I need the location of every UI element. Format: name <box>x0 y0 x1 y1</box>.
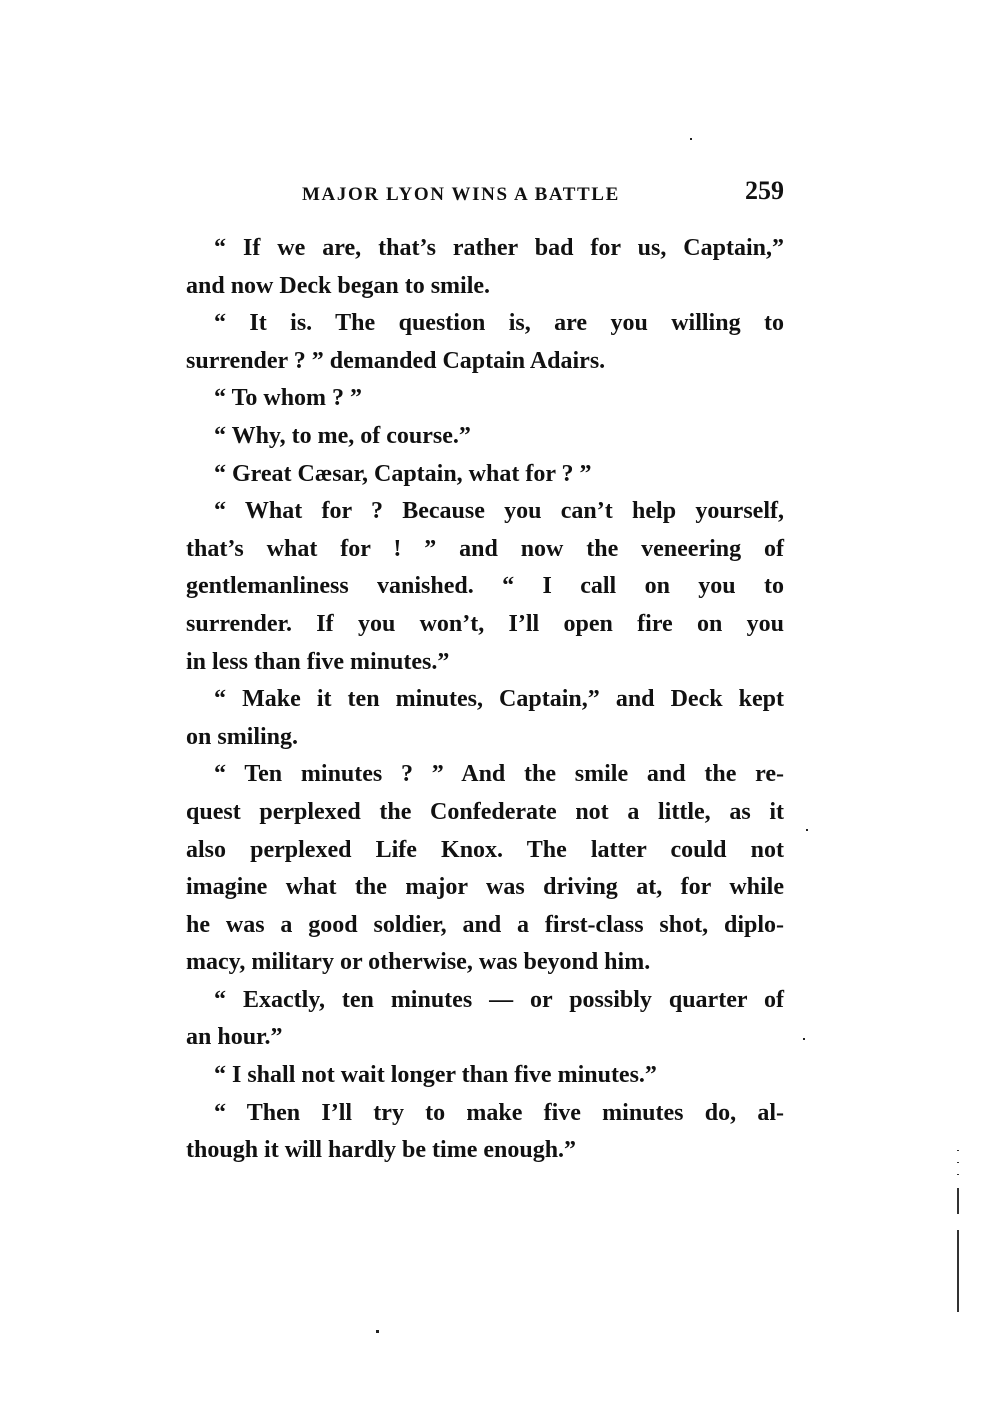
text-line: imagine what the major was driving at, for while <box>186 874 784 901</box>
text-line: “ Make it ten minutes, Captain,” and Deck kept <box>214 686 784 713</box>
text-line: “ Great Cæsar, Captain, what for ? ” <box>214 460 592 487</box>
text-line: “ To whom ? ” <box>214 385 363 412</box>
text-line: though it will hardly be time enough.” <box>186 1137 577 1164</box>
scan-edge-mark <box>957 1162 959 1163</box>
body-text <box>186 230 784 1170</box>
text-line: “ Ten minutes ? ” And the smile and the re- <box>214 761 784 788</box>
scan-speck <box>803 1038 805 1040</box>
text-line: and now Deck began to smile. <box>186 272 491 299</box>
paragraph-10 <box>186 1057 784 1095</box>
text-line: that’s what for ! ” and now the veneering of <box>186 535 784 562</box>
text-line: in less than five minutes.” <box>186 648 450 675</box>
paragraph-8 <box>186 756 784 982</box>
running-head <box>186 176 784 212</box>
scan-edge-mark <box>957 1188 959 1214</box>
scan-speck <box>690 138 692 140</box>
scan-speck <box>806 829 808 831</box>
text-line: macy, military or otherwise, was beyond him. <box>186 949 651 976</box>
paragraph-7 <box>186 681 784 756</box>
text-line: gentlemanliness vanished. “ I call on you to <box>186 573 784 600</box>
text-line: “ Then I’ll try to make five minutes do, al- <box>214 1099 784 1126</box>
text-line: quest perplexed the Confederate not a little, as it <box>186 798 784 825</box>
text-line: “ What for ? Because you can’t help yourself, <box>214 498 784 525</box>
text-line: “ If we are, that’s rather bad for us, Captain,” <box>214 235 784 261</box>
text-line: “ I shall not wait longer than five minutes.” <box>214 1062 657 1089</box>
paragraph-4 <box>186 418 784 456</box>
page-number: 259 <box>745 176 784 205</box>
scan-edge-mark <box>957 1174 959 1175</box>
paragraph-11 <box>186 1095 784 1170</box>
text-line: “ Exactly, ten minutes — or possibly quarter of <box>214 986 784 1013</box>
scan-edge-mark <box>957 1150 959 1151</box>
text-line: he was a good soldier, and a first-class shot, diplo- <box>186 911 784 938</box>
paragraph-1 <box>186 230 784 305</box>
text-line: surrender. If you won’t, I’ll open fire on you <box>186 610 784 637</box>
text-line: “ It is. The question is, are you willing to <box>214 310 784 337</box>
scan-speck <box>376 1330 379 1333</box>
paragraph-3 <box>186 380 784 418</box>
text-line: “ Why, to me, of course.” <box>214 422 471 449</box>
running-title: MAJOR LYON WINS A BATTLE <box>302 184 620 205</box>
paragraph-2 <box>186 305 784 380</box>
text-line: on smiling. <box>186 723 299 750</box>
scan-edge-mark <box>957 1230 959 1312</box>
paragraph-5 <box>186 456 784 494</box>
paragraph-9 <box>186 982 784 1057</box>
text-line: also perplexed Life Knox. The latter could not <box>186 836 784 863</box>
paragraph-6 <box>186 493 784 681</box>
text-line: an hour.” <box>186 1024 283 1051</box>
text-line: surrender ? ” demanded Captain Adairs. <box>186 347 606 374</box>
